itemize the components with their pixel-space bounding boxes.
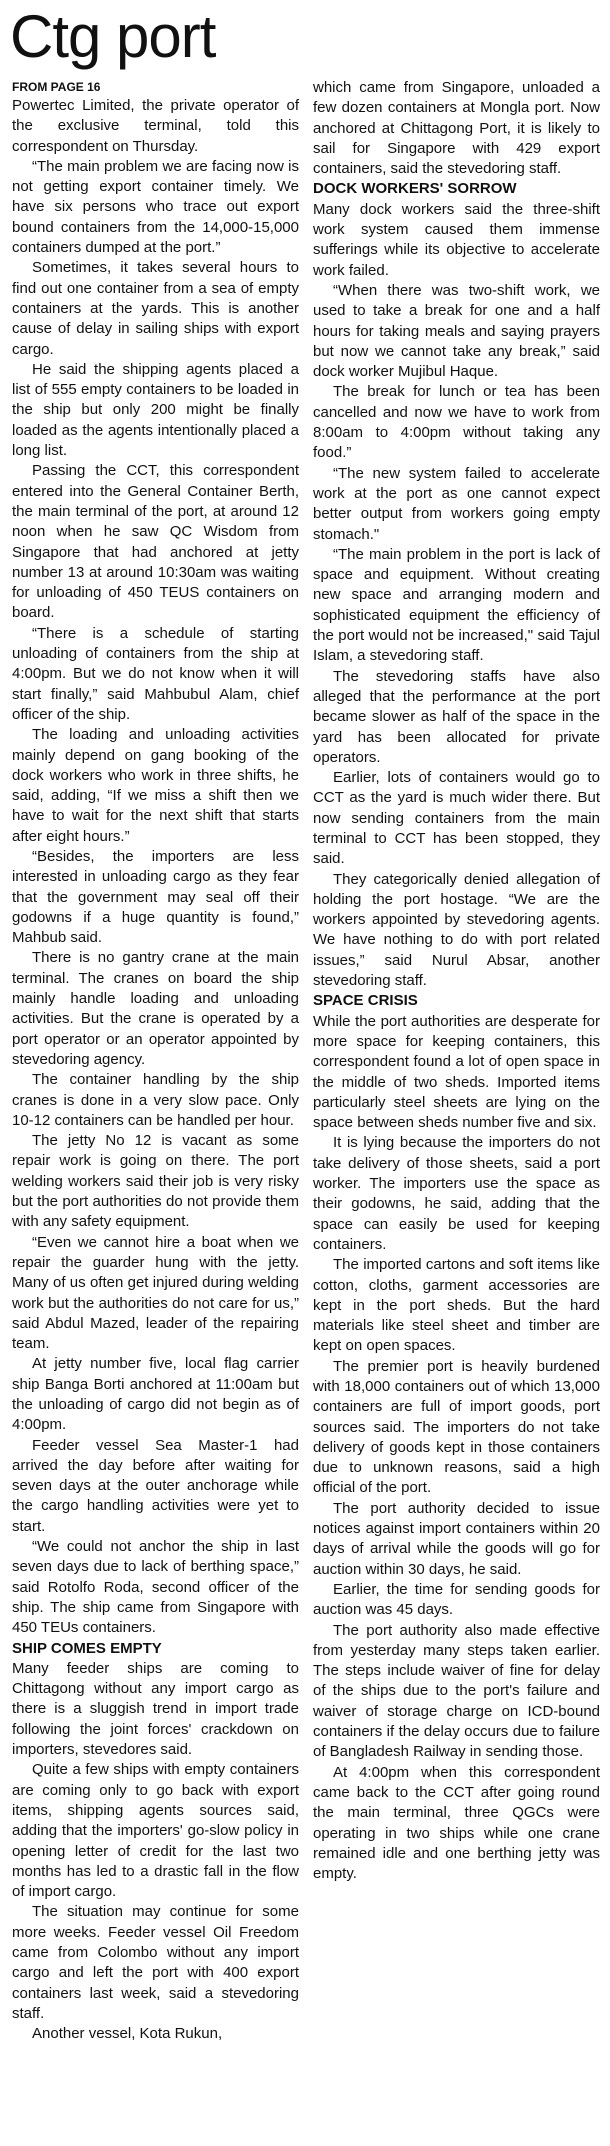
paragraph: which came from Singapore, unloaded a few dozen containers at Mongla port. Now anchored at Chittagong Port, it is likely to sail for Singapore with 429 export containers, said the stevedoring staff. — [313, 79, 600, 178]
headline: Ctg port — [10, 3, 216, 70]
paragraph: Another vessel, Kota Rukun, — [32, 2025, 223, 2043]
paragraph: The situation may continue for some more weeks. Feeder vessel Oil Freedom came from Colombo without any import cargo and left the port with 400 export containers last week, said a stevedoring staff. — [12, 1903, 299, 2022]
paragraph: Sometimes, it takes several hours to find out one container from a sea of empty containers at the yards. This is another cause of delay in sailing ships with export cargo. — [12, 259, 299, 358]
paragraph: Many dock workers said the three-shift work system caused them immense sufferings while its objective to accelerate work failed. — [313, 200, 600, 279]
paragraph: At jetty number five, local flag carrier ship Banga Borti anchored at 11:00am but the unloading of cargo did not begin as of 4:00pm. — [12, 1355, 299, 1434]
section-heading: SPACE CRISIS — [313, 992, 418, 1010]
paragraph: “The new system failed to accelerate work at the port as one cannot expect better output from workers going empty stomach." — [313, 464, 600, 543]
left-column — [12, 78, 299, 2045]
paragraph: While the port authorities are desperate for more space for keeping containers, this correspondent found a lot of open space in the middle of two sheds. Imported items particularly steel sheets are lying on the space between sheds number five and six. — [313, 1012, 600, 1132]
paragraph: At 4:00pm when this correspondent came back to the CCT after going round the main terminal, three QGCs were operating in two ships while one crane remained idle and one berthing jetty was empty. — [313, 1763, 600, 1883]
from-page-label: FROM PAGE 16 — [12, 80, 101, 94]
section-heading: SHIP COMES EMPTY — [12, 1639, 162, 1657]
paragraph: Earlier, the time for sending goods for auction was 45 days. — [313, 1580, 600, 1619]
paragraph: Many feeder ships are coming to Chittagong without any import cargo as there is a sluggish trend in import trade following the joint forces' crackdown on importers, stevedores said. — [12, 1659, 299, 1759]
paragraph: The container handling by the ship cranes is done in a very slow pace. Only 10-12 containers can be handled per hour. — [12, 1071, 299, 1129]
paragraph: “When there was two-shift work, we used to take a break for one and a half hours for taking meals and saying prayers but now we cannot take any break,” said dock worker Mujibul Haque. — [313, 281, 600, 381]
paragraph: “There is a schedule of starting unloading of containers from the ship at 4:00pm. But we do not know when it will start finally,” said Mahbubul Alam, chief officer of the ship. — [12, 624, 299, 723]
paragraph: There is no gantry crane at the main terminal. The cranes on board the ship mainly handle loading and unloading activities. But the crane is operated by a port operator or an operator appointed by stevedoring agency. — [12, 949, 299, 1068]
paragraph: “The main problem we are facing now is not getting export container timely. We have six persons who trace out export bound containers from the 14,000-15,000 containers dumped at the port.” — [12, 157, 299, 257]
paragraph: The stevedoring staffs have also alleged that the performance at the port became slower as half of the space in the yard has been allocated for private operators. — [313, 667, 600, 766]
paragraph: “Besides, the importers are less interested in unloading cargo as they fear that the government may seal off their godowns if a huge quantity is found,” Mahbub said. — [12, 847, 299, 947]
paragraph: “We could not anchor the ship in last seven days due to lack of berthing space,” said Rotolfo Roda, second officer of the ship. The ship came from Singapore with 450 TEUs containers. — [12, 1538, 299, 1637]
paragraph: Powertec Limited, the private operator of the exclusive terminal, told this correspondent on Thursday. — [12, 97, 299, 155]
paragraph: Passing the CCT, this correspondent entered into the General Container Berth, the main terminal of the port, at around 12 noon when he saw QC Wisdom from Singapore that had anchored at jetty number 13 at around 10:30am was waiting for unloading of 450 TEUS containers on board. — [12, 462, 299, 622]
article-body — [12, 78, 600, 2045]
paragraph: The loading and unloading activities mainly depend on gang booking of the dock workers who work in three shifts, he said, adding, “If we miss a shift then we have to wait for the next shift that starts after eight hours.” — [12, 726, 299, 845]
section-heading: DOCK WORKERS' SORROW — [313, 180, 517, 198]
paragraph: The break for lunch or tea has been cancelled and now we have to work from 8:00am to 4:00pm without taking any food.” — [313, 383, 600, 462]
paragraph: He said the shipping agents placed a list of 555 empty containers to be loaded in the ship but only 200 might be finally loaded as the agents intentionally placed a long list. — [12, 360, 299, 460]
paragraph: The premier port is heavily burdened with 18,000 containers out of which 13,000 containers are full of import goods, port sources said. The importers do not take delivery of goods kept in those containers due to unknown reasons, said a high official of the port. — [313, 1357, 600, 1497]
paragraph: The jetty No 12 is vacant as some repair work is going on there. The port welding workers said their job is very risky but the port authorities do not provide them with any safety equipment. — [12, 1132, 299, 1231]
paragraph: “Even we cannot hire a boat when we repair the guarder hung with the jetty. Many of us often get injured during welding work but the authorities do not care for us,” said Abdul Mazed, leader of the repairing team. — [12, 1233, 299, 1353]
right-column — [313, 78, 600, 2045]
paragraph: The port authority decided to issue notices against import containers within 20 days of arrival while the goods will go for auction within 30 days, he said. — [313, 1499, 600, 1578]
paragraph: Feeder vessel Sea Master-1 had arrived the day before after waiting for seven days at the outer anchorage while the cargo handling activities were yet to start. — [12, 1436, 299, 1535]
paragraph: Earlier, lots of containers would go to CCT as the yard is much wider there. But now sending containers from the main terminal to CCT has been stopped, they said. — [313, 769, 600, 868]
paragraph: “The main problem in the port is lack of space and equipment. Without creating new space and arranging modern and sophisticated equipment the efficiency of the port would not be increased," said Tajul Islam, a stevedoring staff. — [313, 545, 600, 665]
paragraph: The port authority also made effective from yesterday many steps taken earlier. The steps include waiver of fine for delay of the ships due to the port's failure and waiver of storage charge on ICD-bound containers if the delay occurs due to failure of Bangladesh Railway in sending those. — [313, 1621, 600, 1761]
paragraph: Quite a few ships with empty containers are coming only to go back with export items, shipping agents sources said, adding that the importers' go-slow policy in opening letter of credit for the last two months has led to a drastic fall in the flow of import cargo. — [12, 1761, 299, 1901]
paragraph: The imported cartons and soft items like cotton, cloths, garment accessories are kept in the port sheds. But the hard materials like steel sheet and timber are kept on open spaces. — [313, 1256, 600, 1355]
paragraph: They categorically denied allegation of holding the port hostage. “We are the workers appointed by stevedoring agents. We have nothing to do with port related issues,” said Nurul Absar, another stevedoring staff. — [313, 870, 600, 990]
paragraph: It is lying because the importers do not take delivery of those sheets, said a port worker. The importers use the space as their godowns, he said, adding that the space can easily be used for keeping containers. — [313, 1134, 600, 1253]
